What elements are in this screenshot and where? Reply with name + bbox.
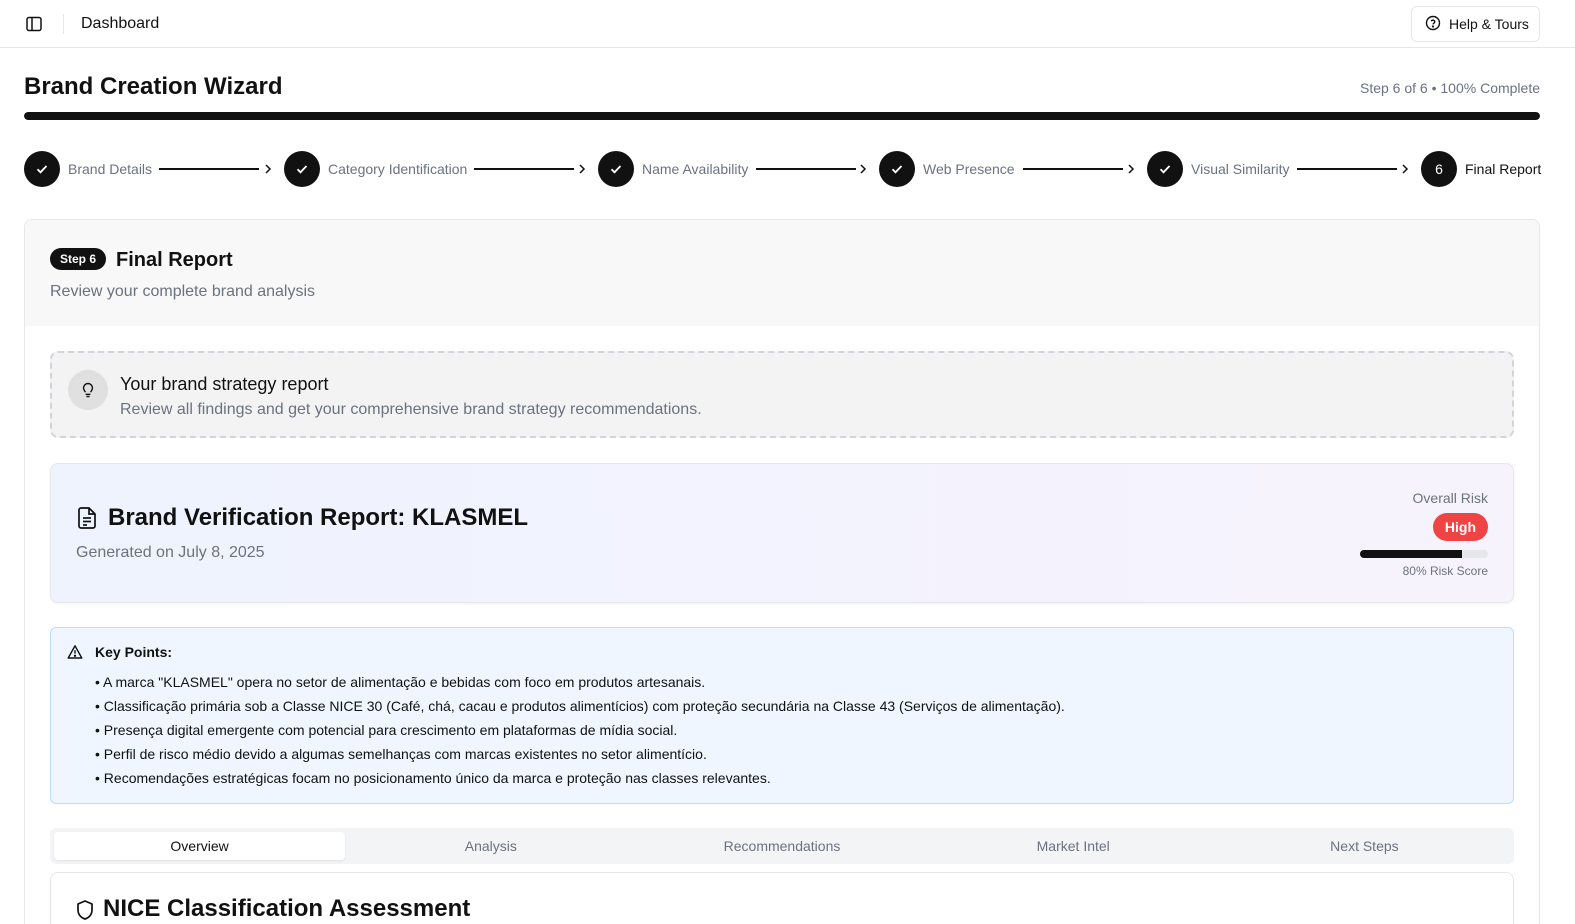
sidebar-toggle-icon[interactable] [24, 14, 44, 34]
risk-score-text: 80% Risk Score [1402, 564, 1488, 578]
step-brand-details[interactable] [24, 151, 152, 187]
tip-text: Review all findings and get your comprehensive brand strategy recommendations. [120, 401, 702, 418]
list-item: • A marca "KLASMEL" opera no setor de alimentação e bebidas com foco em produtos artesanais. [95, 674, 706, 690]
topbar-divider [63, 14, 64, 34]
card-subtitle: Review your complete brand analysis [50, 283, 316, 300]
wizard-stepper [24, 151, 1540, 187]
tab-overview[interactable]: Overview [54, 832, 345, 860]
step-label: Final Report [1465, 161, 1542, 177]
risk-score-bar [1360, 550, 1488, 558]
card-title: Final Report [116, 249, 233, 271]
key-points-title: Key Points: [95, 644, 173, 660]
key-points-alert [50, 627, 1514, 804]
step-label: Brand Details [68, 161, 153, 177]
list-item: • Perfil de risco médio devido a algumas semelhanças com marcas existentes no setor alimentício. [95, 746, 707, 762]
step-connector [756, 168, 856, 170]
section-title: NICE Classification Assessment [103, 895, 471, 922]
step-web-presence[interactable] [879, 151, 1015, 187]
help-tours-label: Help & Tours [1449, 16, 1529, 32]
page-title: Brand Creation Wizard [24, 73, 283, 100]
card-header [25, 220, 1539, 326]
lightbulb-icon [68, 370, 108, 410]
wizard-progress-text: Step 6 of 6 • 100% Complete [1359, 80, 1540, 96]
tab-market-intel[interactable]: Market Intel [1036, 838, 1110, 854]
help-tours-button[interactable] [1411, 6, 1540, 42]
check-icon [879, 151, 915, 187]
step-connector [1297, 168, 1397, 170]
chevron-right-icon [856, 162, 870, 176]
risk-score-fill [1360, 550, 1462, 558]
step-label: Visual Similarity [1191, 161, 1290, 177]
tab-next-steps[interactable]: Next Steps [1330, 838, 1399, 854]
step-connector [474, 168, 574, 170]
tab-analysis[interactable]: Analysis [464, 838, 517, 854]
final-report-card [24, 219, 1540, 924]
list-item: • Presença digital emergente com potencial para crescimento em plataformas de mídia social. [95, 722, 678, 738]
step-connector [1023, 168, 1123, 170]
chevron-right-icon [1124, 162, 1138, 176]
report-tabs [50, 828, 1514, 864]
chevron-right-icon [261, 162, 275, 176]
breadcrumb-dashboard[interactable]: Dashboard [81, 15, 160, 32]
report-date: Generated on July 8, 2025 [76, 544, 265, 561]
step-category-identification[interactable] [284, 151, 467, 187]
strategy-tip-box [50, 351, 1514, 438]
report-title: Brand Verification Report: KLASMEL [108, 504, 529, 531]
list-item: • Classificação primária sob a Classe NICE 30 (Café, chá, cacau e produtos alimentícios) com proteção secundária na Classe 43 (Serviços de alimentação). [95, 698, 1065, 714]
chevron-right-icon [1398, 162, 1412, 176]
warning-triangle-icon [67, 644, 83, 660]
wizard-progress-fill [24, 112, 1540, 120]
wizard-progress-bar [24, 112, 1540, 120]
check-icon [598, 151, 634, 187]
overall-risk-label: Overall Risk [1412, 490, 1488, 506]
check-icon [284, 151, 320, 187]
risk-level-badge: High [1433, 513, 1488, 541]
document-icon [76, 506, 98, 530]
step-label: Name Availability [642, 161, 749, 177]
chevron-right-icon [575, 162, 589, 176]
list-item: • Recomendações estratégicas focam no posicionamento único da marca e proteção nas classes relevantes. [95, 770, 771, 786]
step-number: 6 [1421, 151, 1457, 187]
step-label: Category Identification [328, 161, 468, 177]
nice-classification-section [50, 872, 1514, 924]
step-connector [159, 168, 259, 170]
top-bar [0, 0, 1575, 48]
step-name-availability[interactable] [598, 151, 748, 187]
check-icon [1147, 151, 1183, 187]
step-label: Web Presence [923, 161, 1015, 177]
report-summary-card [50, 463, 1514, 603]
check-icon [24, 151, 60, 187]
step-badge: Step 6 [50, 248, 106, 270]
key-points-list [95, 670, 1065, 790]
tip-title: Your brand strategy report [120, 374, 329, 394]
step-visual-similarity[interactable] [1147, 151, 1290, 187]
tab-recommendations[interactable]: Recommendations [723, 838, 841, 854]
step-final-report[interactable] [1421, 151, 1541, 187]
help-circle-icon [1425, 15, 1441, 34]
shield-icon [75, 899, 95, 921]
